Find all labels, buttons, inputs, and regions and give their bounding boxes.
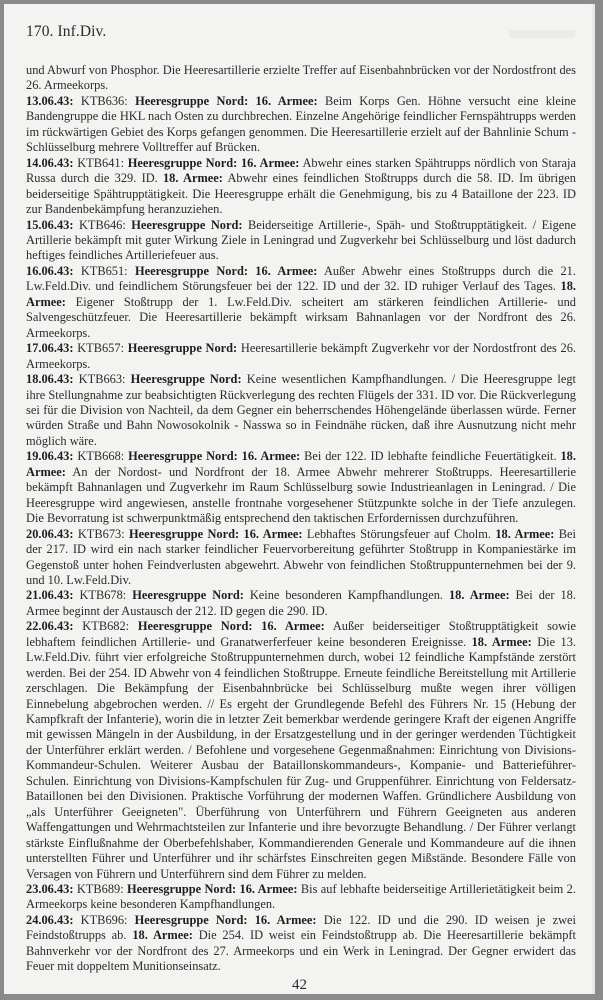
entry-command-label: 18. Armee: — [448, 588, 510, 603]
entry-ktb-ref: KTB682: — [82, 619, 130, 634]
entry-ktb-ref: KTB646: — [78, 217, 126, 232]
entry-date: 21.06.43: — [26, 588, 74, 603]
entry-ktb-ref: KTB651: — [80, 263, 128, 278]
entry-date: 20.06.43: — [26, 526, 74, 541]
entry-command-label: Heeresgruppe Nord: 16. Armee: — [127, 882, 298, 897]
diary-entry — [26, 264, 576, 341]
running-header: 170. Inf.Div. — [26, 23, 107, 40]
entry-command-label: 18. Armee: — [495, 526, 555, 541]
entry-text: Die 13. Lw.Feld.Div. führt vier erfolgreiche Stoßtruppunternehmen durch, wobei 12 feindliche Kampfstände zerstört werden. Bei der 254. ID Abwehr von 4 feindlichen Stoßtruppe. Erneute feindliche Bereitstellung mit Artillerie zerschlagen. Die Bekämpfung der Eisenbahnbrücke bei Schlüsselburg mußte wegen ihrer völligen Einnebelung abgebrochen werden. // Es ergeht der Grundlegende Befehl des Führers Nr. 15 (Hebung der Kampfkraft der Infanterie), worin die in letzter Zeit bemerkbar werdende geringere Kraft der eigenen Angriffe mit gewissen Mängeln in der Ausbildung, in der Ersatzgestellung und in der geringer werdenden Tüchtigkeit der Unterführer erklärt werden. / Befohlene und vorgesehene Gegenmaßnahmen: Einrichtung von Divisions-Kommandeur-Schulen. Weiterer Ausbau der Bataillonskommandeurs-, Kompanie- und Batterieführer-Schulen. Einrichtung von Divisions-Kampfschulen für Zug- und Gruppenführer. Einrichtung von Feldersatz-Bataillonen bei den Divisionen. Praktische Vorführung der modernen Waffen. Gründlichere Ausbildung von „als Unterführer Geeigneten". Überführung von Unterführern und Führern Geeigneten aus anderen Waffengattungen und Wehrmachtsteilen zur Infanterie und ihre bevorzugte Behandlung. / Der Führer verlangt stärkste Einflußnahme der Oberbefehlshaber, Kommandierenden Generale und Kommandeure auf die ihnen unterstellten Führer und Unterführer und ihr schärfstes Einschreiten gegen Mißstände. Besondere Fälle von Versagen von Führern und Unterführern sind dem Führer zu melden. — [26, 634, 576, 881]
entry-command-label: 18. Armee: — [132, 928, 193, 943]
entry-ktb-ref: KTB673: — [77, 526, 125, 541]
entry-ktb-ref: KTB641: — [77, 155, 125, 170]
entry-command-label: Heeresgruppe Nord: — [130, 372, 242, 387]
entry-command-label: 18. Armee: — [26, 449, 576, 479]
page-body — [26, 63, 576, 975]
entry-command-label: Heeresgruppe Nord: 16. Armee: — [137, 619, 325, 634]
page-number: 42 — [292, 977, 307, 993]
entry-text: Eigener Stoßtrupp der 1. Lw.Feld.Div. scheitert am stärkeren feindlichen Artillerie- und Salvengeschützfeuer. Die Heeresartillerie bekämpft wirksam Bahnanlagen vor der Nordfront des 26. Armeekorps. — [26, 294, 576, 340]
bleed-through-mark — [509, 30, 575, 38]
entry-text: Die 122. ID und die 290. ID weisen je zwei Feindstoßtrupps ab. — [26, 912, 576, 943]
entry-command-label: Heeresgruppe Nord: 16. Armee: — [134, 263, 318, 278]
entry-command-label: Heeresgruppe Nord: — [132, 588, 244, 603]
diary-entry — [26, 94, 576, 156]
entry-command-label: Heeresgruppe Nord: 16. Armee: — [135, 93, 318, 108]
entry-ktb-ref: KTB696: — [80, 912, 128, 927]
entry-text: Außer Abwehr eines Stoßtrupps durch die 21. Lw.Feld.Div. und feindlichem Störungsfeuer bei der 122. ID und der 32. ID ruhiger Verlauf des Tages. — [26, 263, 576, 294]
diary-entry — [26, 882, 576, 913]
entry-command-label: Heeresgruppe Nord: 16. Armee: — [128, 449, 301, 464]
diary-entry — [26, 913, 576, 975]
entry-text: Die 254. ID weist ein Feindstoßtrupp ab. Die Heeresartillerie bekämpft Bahnverkehr vor der Nordfront des 27. Armeekorps und ein Werk in Leningrad. Der Gegner erwidert das Feuer mit doppeltem Munitionseinsatz. — [26, 928, 576, 974]
entry-date: 14.06.43: — [26, 155, 74, 170]
diary-entry — [26, 218, 576, 264]
entry-text: An der Nordost- und Nordfront der 18. Armee Abwehr mehrerer Stoßtrupps. Heeresartillerie bekämpft Bahnanlagen und Zugverkehr im Raum Schlüsselburg sowie Industrieanlagen in Leningrad. / Die Heeresgruppe wird angewiesen, anstelle frontnahe vorgesehener Stützpunkte solche in der Tiefe anzulegen. Die Bevorratung ist schwerpunktmäßig entsprechend den taktischen Erfordernissen durchzuführen. — [26, 464, 576, 526]
entry-text: Bei der 122. ID lebhafte feindliche Feuertätigkeit. — [304, 449, 557, 464]
entry-text: Beim Korps Gen. Höhne versucht eine kleine Bandengruppe die HKL nach Osten zu durchbrechen. Einzelne Angehörige feindlicher Fernspähtrupps werden im rückwärtigen Gebiet des Korps gefangen genommen. Die Heeresartillerie erzielt auf der Bahnlinie Schum - Schlüsselburg mehrere Volltreffer auf Brücken. — [26, 93, 576, 155]
entry-date: 17.06.43: — [26, 341, 74, 356]
entry-command-label: 18. Armee: — [26, 279, 576, 309]
entry-text: Bis auf lebhafte beiderseitige Artillerietätigkeit beim 2. Armeekorps keine besonderen Kampfhandlungen. — [26, 882, 576, 912]
entry-text: Heeresartillerie bekämpft Zugverkehr vor der Nordostfront des 26. Armeekorps. — [26, 341, 576, 371]
entry-text: Bei der 18. Armee beginnt der Austausch der 212. ID gegen die 290. ID. — [26, 588, 576, 618]
entry-command-label: Heeresgruppe Nord: 16. Armee: — [129, 526, 303, 541]
diary-entry — [26, 372, 576, 449]
diary-entry — [26, 588, 576, 619]
entry-date: 18.06.43: — [26, 372, 74, 387]
entry-command-label: Heeresgruppe Nord: 16. Armee: — [134, 912, 317, 927]
entry-date: 22.06.43: — [26, 619, 74, 634]
entry-ktb-ref: KTB689: — [76, 882, 124, 897]
entry-command-label: Heeresgruppe Nord: — [131, 217, 243, 232]
entry-text: Außer beiderseitiger Stoßtrupptätigkeit sowie lebhaftem feindlichen Artillerie- und Granatwerferfeuer keine besonderen Ereignisse. — [26, 619, 576, 649]
entry-ktb-ref: KTB678: — [79, 588, 127, 603]
entry-date: 24.06.43: — [26, 912, 74, 927]
diary-entry — [26, 619, 576, 882]
continuation-paragraph: und Abwurf von Phosphor. Die Heeresartillerie erzielte Treffer auf Eisenbahnbrücken vor der Nordostfront des 26. Armeekorps. — [26, 63, 576, 93]
entry-command-label: 18. Armee: — [162, 171, 223, 186]
entry-command-label: Heeresgruppe Nord: 16. Armee: — [127, 155, 300, 170]
entry-date: 15.06.43: — [26, 217, 74, 232]
entry-date: 16.06.43: — [26, 263, 74, 278]
entry-ktb-ref: KTB657: — [77, 341, 125, 356]
diary-entries — [26, 94, 576, 975]
entry-text: Keine besonderen Kampfhandlungen. — [249, 588, 444, 603]
diary-entry — [26, 449, 576, 526]
entry-text: Lebhaftes Störungsfeuer auf Cholm. — [306, 526, 491, 541]
entry-text: Abwehr eines starken Spähtrupps nördlich von Staraja Russa durch die 329. ID. — [26, 155, 576, 186]
entry-ktb-ref: KTB663: — [78, 372, 126, 387]
entry-text: Beiderseitige Artillerie-, Späh- und Stoßtrupptätigkeit. / Eigene Artillerie bekämpft mit guter Wirkung Ziele in Leningrad und Zugverkehr bei Schlüsselburg und löst dadurch heftiges feindliches Artilleriefeuer aus. — [26, 217, 576, 263]
diary-entry — [26, 527, 576, 589]
entry-text: Abwehr eines feindlichen Stoßtrupps durch die 58. ID. Im übrigen beiderseitige Spähtrupptätigkeit. Die Heeresgruppe erhält die Genehmigung, bis zu 4 Bataillone der 223. ID zur Bandenbekämpfung heranzuziehen. — [26, 171, 577, 217]
document-page — [4, 4, 595, 994]
entry-text: Keine wesentlichen Kampfhandlungen. / Die Heeresgruppe legt ihre Stellungnahme zur beabsichtigten Rückverlegung des rechten Flügels der 331. ID vor. Die Rückverlegung sei für die Division von Nachteil, da dem Gegner ein beherrschendes Höhengelände überlassen würde. Ferner würden Straße und Bahn Nowosokolnik - Nasswa so in Feindnähe rücken, daß ihre Ausnutzung nicht mehr möglich wäre. — [26, 372, 576, 448]
diary-entry — [26, 156, 576, 218]
entry-text: Bei der 217. ID wird ein nach starker feindlicher Feuervorbereitung geführter Stoßtrupp in Kompaniestärke im Gegenstoß unter hohen Feindverlusten abgewehrt. Abwehr von feindlichen Stoßtruppunternehmen bei der 9. und 10. Lw.Feld.Div. — [26, 526, 576, 587]
entry-ktb-ref: KTB668: — [77, 449, 125, 464]
entry-date: 19.06.43: — [26, 449, 74, 464]
entry-command-label: 18. Armee: — [471, 634, 532, 649]
diary-entry — [26, 341, 576, 372]
entry-date: 13.06.43: — [26, 93, 74, 108]
entry-ktb-ref: KTB636: — [80, 93, 128, 108]
entry-command-label: Heeresgruppe Nord: — [127, 341, 238, 356]
entry-date: 23.06.43: — [26, 882, 74, 897]
